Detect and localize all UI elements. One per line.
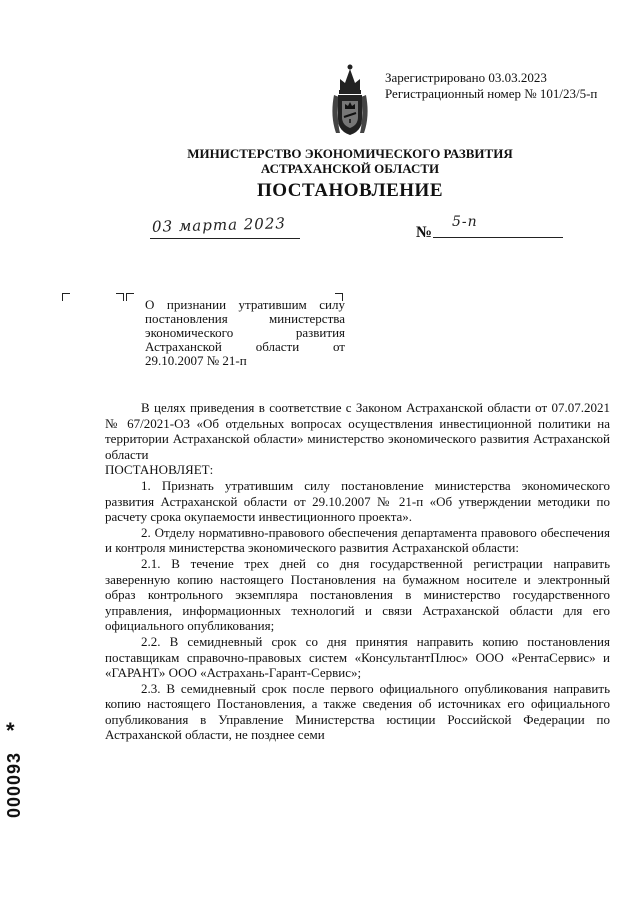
registration-date: Зарегистрировано 03.03.2023: [385, 70, 547, 85]
corner-mark-left: [62, 293, 70, 301]
corner-mark-subject-left-outer: [116, 293, 124, 301]
stamp-number-box: [4, 738, 26, 818]
body-paragraph-2-3: 2.3. В семидневный срок после первого официального опубликования направить копию настоящего Постановления, а также сведения об источниках его официального опубликования в Управление Министерства юстиции Российской Федерации по Астраханской области, не позднее семи: [105, 680, 610, 743]
body-paragraph-1: 1. Признать утратившим силу постановление министерства экономического развития Астраханской области от 29.10.2007 № 21-п «Об утверждении методики по расчету срока окупаемости инвестиционного проекта».: [105, 477, 610, 525]
handwritten-number: 5-п: [452, 214, 478, 230]
ministry-name-line2: АСТРАХАНСКОЙ ОБЛАСТИ: [260, 161, 440, 176]
body-paragraph-2: 2. Отделу нормативно-правового обеспечения департамента правового обеспечения и контроля министерства экономического развития Астраханской области:: [105, 524, 610, 556]
document-body: [105, 400, 610, 743]
stamp-number: 000093: [4, 751, 24, 818]
date-underline: [150, 238, 300, 239]
stamp-star: *: [6, 718, 15, 743]
body-decree: ПОСТАНОВЛЯЕТ:: [105, 462, 214, 478]
document-type-title: ПОСТАНОВЛЕНИЕ: [256, 180, 444, 201]
body-paragraph-2-1: 2.1. В течение трех дней со дня государственной регистрации направить заверенную копию настоящего Постановления на бумажном носителе и электронный образ контрольного экземпляра постановления в министерство государственного управления, информационных технологий и связи Астраханской области для его официального опубликования;: [105, 555, 610, 634]
registration-number: Регистрационный номер № 101/23/5-п: [385, 86, 598, 101]
number-underline: [433, 237, 563, 238]
ministry-name-line1: МИНИСТЕРСТВО ЭКОНОМИЧЕСКОГО РАЗВИТИЯ: [187, 146, 513, 161]
body-intro: В целях приведения в соответствие с Законом Астраханской области от 07.07.2021 № 67/2021-ОЗ «Об отдельных вопросах осуществления инвестиционной политики на территории Астраханской области» министерство экономического развития Астраханской области: [105, 400, 610, 462]
astrakhan-coat-of-arms-icon: [326, 61, 374, 139]
registration-note: [385, 70, 597, 102]
corner-mark-subject-left-inner: [126, 293, 134, 301]
document-subject: О признании утратившим силу постановления министерства экономического развития Астраханской области от 29.10.2007 № 21-п: [145, 297, 345, 368]
number-label: №: [416, 224, 433, 241]
handwritten-date: 03 марта 2023: [151, 214, 287, 236]
body-paragraph-2-2: 2.2. В семидневный срок со дня принятия направить копию постановления поставщикам справочно-правовых систем «КонсультантПлюс» ООО «РентаСервис» и «ГАРАНТ» ООО «Астрахань-Гарант-Сервис»;: [105, 633, 610, 681]
